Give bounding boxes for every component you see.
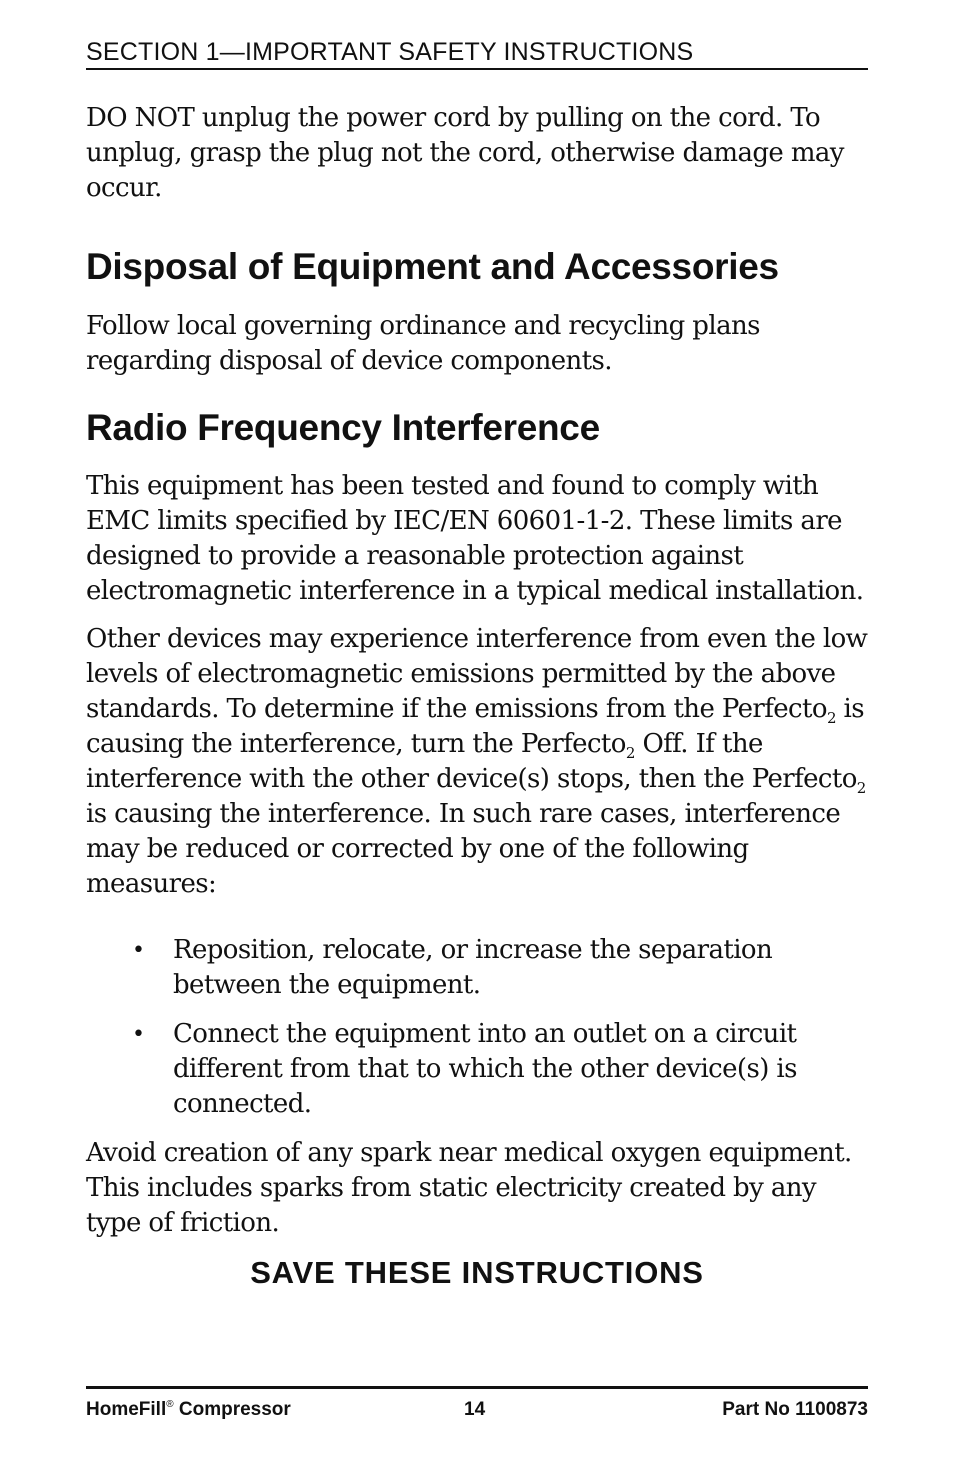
registered-mark: ® [166,1399,174,1410]
spark-warning-text: Avoid creation of any spark near medical oxygen equipment. This includes sparks from static electricity created by any type of friction. [86,1138,852,1238]
unplug-warning-text: DO NOT unplug the power cord by pulling on the cord. To unplug, grasp the plug not the cord, otherwise damage may occur. [86,103,844,203]
disposal-body [86,309,868,379]
rfi-para3-block [86,1136,868,1241]
list-item-text: Connect the equipment into an outlet on a circuit different from that to which the other device(s) is connected. [173,1019,797,1119]
intro-block [86,101,868,206]
disposal-heading: Disposal of Equipment and Accessories [86,246,779,287]
rfi-heading: Radio Frequency Interference [86,407,600,448]
footer-product-name [86,1399,291,1421]
subscript-2: 2 [625,744,635,762]
product-suffix: Compressor [173,1399,291,1420]
list-item-text: Reposition, relocate, or increase the separation between the equipment. [173,935,773,1000]
list-item [86,933,868,1003]
disposal-section [86,245,868,289]
subscript-2: 2 [856,779,866,797]
measures-list [86,933,868,1122]
rfi-para2-part2: is causing the interference, turn the Perfecto [86,694,865,759]
bullet-icon: • [132,1022,145,1047]
page-number: 14 [464,1399,486,1420]
rfi-section [86,406,868,450]
rfi-para2-part4: is causing the interference. In such rare cases, interference may be reduced or corrected by one of the following measures: [86,799,841,899]
part-number: Part No 1100873 [722,1399,868,1420]
disposal-text: Follow local governing ordinance and recycling plans regarding disposal of device components. [86,311,760,376]
rfi-para2-part3: Off. If the interference with the other device(s) stops, then the Perfecto [86,729,857,794]
rfi-para2-block [86,622,868,902]
save-instructions-notice: SAVE THESE INSTRUCTIONS [250,1255,704,1290]
bullet-icon: • [132,938,145,963]
rfi-compliance-text: This equipment has been tested and found to comply with EMC limits specified by IEC/EN 60601-1-2. These limits are designed to provide a reasonable protection against electromagnetic interference in a typical medical installation. [86,471,864,606]
page-footer [86,1386,868,1429]
rfi-para2-part1: Other devices may experience interference from even the low levels of electromagnetic emissions permitted by the above standards. To determine if the emissions from the Perfecto [86,624,868,724]
rfi-para1-block [86,469,868,609]
section-header: SECTION 1—IMPORTANT SAFETY INSTRUCTIONS [86,38,868,70]
rfi-interference-text [86,622,868,902]
product-name: HomeFill [86,1399,167,1420]
list-item [86,1017,868,1122]
subscript-2: 2 [826,709,836,727]
